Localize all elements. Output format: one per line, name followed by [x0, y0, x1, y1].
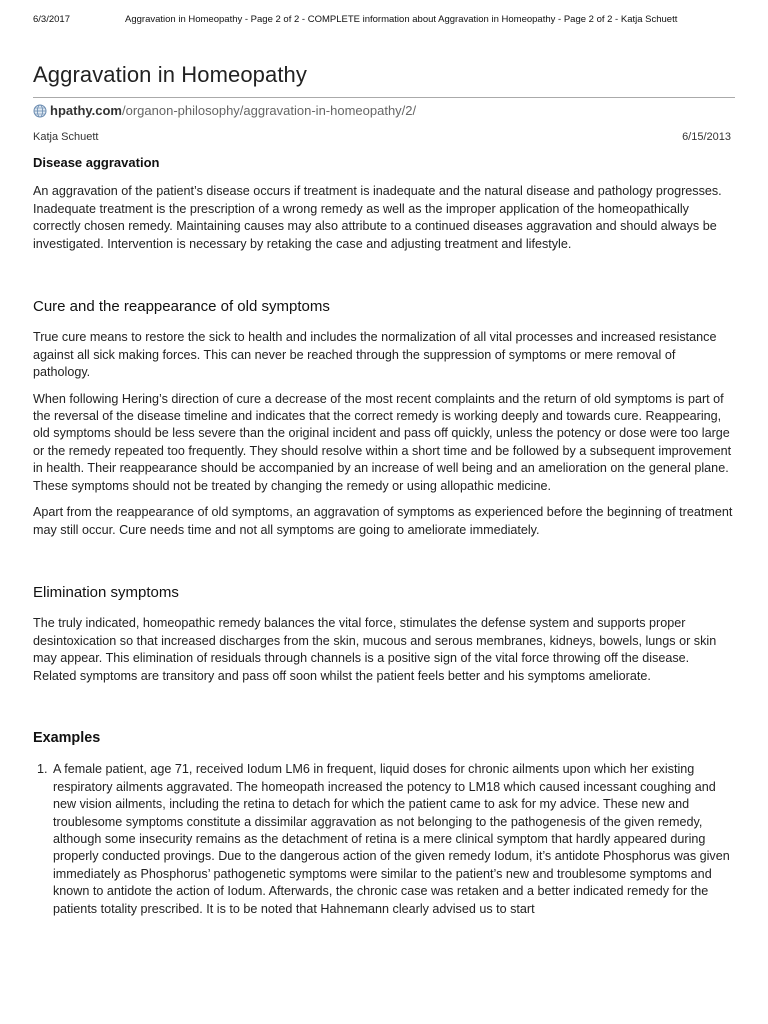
section-spacer [33, 694, 733, 730]
article-body [33, 154, 733, 918]
section-spacer [33, 262, 733, 298]
paragraph: True cure means to restore the sick to health and includes the normalization of all vital processes and increased resistance against all sick making forces. This can never be reached through the suppression of symptoms or mere removal of pathology. [33, 330, 717, 380]
section-spacer [33, 548, 733, 584]
source-domain[interactable]: hpathy.com [50, 103, 122, 118]
print-date: 6/3/2017 [33, 14, 70, 25]
paragraph: An aggravation of the patient’s disease occurs if treatment is inadequate and the natural disease and pathology progresses. Inadequate treatment is the prescription of a wrong remedy as well as the improper application of the homeopathically correctly chosen remedy. Maintaining causes may also attribute to a continued diseases aggravation and should always be investigated. Intervention is necessary by retaking the case and adjusting treatment and lifestyle. [33, 184, 722, 251]
section-heading-cure: Cure and the reappearance of old symptoms [33, 298, 330, 316]
section-heading-elimination: Elimination symptoms [33, 583, 179, 601]
source-path[interactable]: /organon-philosophy/aggravation-in-homeopathy/2/ [122, 103, 417, 118]
print-page-title: Aggravation in Homeopathy - Page 2 of 2 - COMPLETE information about Aggravation in Homeopathy - Page 2 of 2 - Katja Schuett [125, 14, 678, 25]
article-title: Aggravation in Homeopathy [33, 62, 307, 87]
paragraph: When following Hering’s direction of cure a decrease of the most recent complaints and the return of old symptoms is part of the reversal of the disease timeline and indicates that the correct remedy is working deeply and towards cure. Reappearing, old symptoms should be less severe than the original incident and pass off quickly, unless the potency or dose were too large or the remedy repeated too frequently. They should resolve within a short time and be followed by a subsequent improvement in health. Their reappearance should be accompanied by an increase of well being and an amelioration on the general plane. These symptoms should not be treated by changing the remedy or using allopathic medicine. [33, 391, 732, 493]
paragraph: Apart from the reappearance of old symptoms, an aggravation of symptoms as experienced before the beginning of treatment may still occur. Cure needs time and not all symptoms are going to ameliorate immediately. [33, 505, 733, 537]
section-heading-examples: Examples [33, 729, 101, 746]
source-url[interactable] [33, 103, 416, 118]
section-heading-disease: Disease aggravation [33, 155, 160, 170]
list-item: 1. A female patient, age 71, received Iodum LM6 in frequent, liquid doses for chronic ailments upon which her existing respiratory ailments aggravated. The homeopath increased the potency to LM18 which caused incessant coughing and new vision ailments, including the retina to detach for which the patient came to ask for my advice. These new and troublesome symptoms constitute a dissimilar aggravation as not belonging to the pathogenesis of the given remedy, although some insecurity remains as the detachment of retina is a mere clinical symptom that hardly appeared during properly conducted provings. Due to the dangerous action of the given remedy Iodum, it’s antidote Phosphorus was given immediately as Phosphorus’ pathogenetic symptoms were similar to the patient’s new and troublesome symptoms and known to antidote the action of Iodum. Afterwards, the chronic case was retaken and a better indicated remedy for the patients totality prescribed. It is to be noted that Hahnemann clearly advised us to start [51, 761, 733, 918]
examples-list [33, 761, 733, 918]
globe-icon [33, 104, 47, 118]
title-divider [33, 97, 735, 98]
author-name: Katja Schuett [33, 131, 99, 143]
paragraph: The truly indicated, homeopathic remedy balances the vital force, stimulates the defense system and supports proper desintoxication so that increased discharges from the skin, mucous and serous membranes, kidneys, bowels, lungs or skin may appear. This elimination of residuals through channels is a positive sign of the vital force throwing off the disease. Related symptoms are transitory and pass off soon whilst the patient feels better and his symptoms ameliorate. [33, 616, 717, 683]
publish-date: 6/15/2013 [682, 131, 731, 143]
